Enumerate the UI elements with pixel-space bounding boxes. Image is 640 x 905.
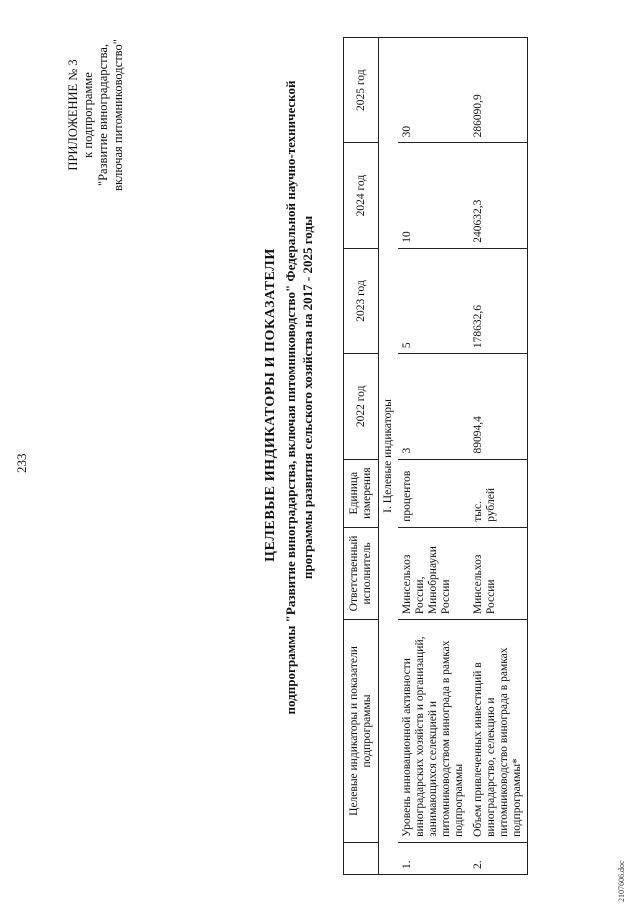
responsible: Минсельхоз России <box>469 527 528 619</box>
file-name-footer: 2107606.doc <box>617 860 626 902</box>
value-2023: 178632,6 <box>469 248 528 353</box>
value-2023: 5 <box>398 248 469 353</box>
value-2025: 30 <box>398 38 469 143</box>
appendix-line-1: ПРИЛОЖЕНИЕ № 3 <box>66 59 80 171</box>
unit: процентов <box>398 459 469 527</box>
section-title: I. Целевые индикаторы <box>379 38 399 875</box>
value-2022: 89094,4 <box>469 354 528 459</box>
indicator-name: Уровень инновационной активности виноградарских хозяйств и организаций, занимающихся селекцией и питомниководством винограда в рамках подпрограммы <box>398 620 469 843</box>
unit: тыс. рублей <box>469 459 528 527</box>
header-unit: Единица измерения <box>344 459 379 527</box>
value-2022: 3 <box>398 354 469 459</box>
header-no <box>344 842 379 874</box>
header-responsible: Ответственный исполнитель <box>344 527 379 619</box>
indicator-name: Объем привлеченных инвестиций в виноградарство, селекцию и питомниководство винограда в рамках подпрограммы* <box>469 620 528 843</box>
appendix-note <box>66 25 126 205</box>
table-header-row <box>344 38 379 875</box>
appendix-line-2: к подпрограмме <box>81 72 95 158</box>
header-2024: 2024 год <box>344 143 379 248</box>
table-row <box>398 38 469 875</box>
header-2025: 2025 год <box>344 38 379 143</box>
value-2024: 240632,3 <box>469 143 528 248</box>
value-2025: 286090,9 <box>469 38 528 143</box>
document-title: ЦЕЛЕВЫЕ ИНДИКАТОРЫ И ПОКАЗАТЕЛИ <box>263 248 278 562</box>
header-2022: 2022 год <box>344 354 379 459</box>
header-2023: 2023 год <box>344 248 379 353</box>
responsible: Минсельхоз России, Минобрнауки России <box>398 527 469 619</box>
header-indicator-name: Целевые индикаторы и показатели подпрограммы <box>344 620 379 843</box>
appendix-line-3: "Развитие виноградарства, <box>96 44 110 186</box>
value-2024: 10 <box>398 143 469 248</box>
section-row <box>379 38 399 875</box>
row-number: 1. <box>398 842 469 874</box>
subtitle-line-1: подпрограммы "Развитие виноградарства, включая питомниководство" Федеральной научно-технической <box>283 80 298 715</box>
appendix-line-4: включая питомниководство" <box>111 39 125 191</box>
row-number: 2. <box>469 842 528 874</box>
indicators-table <box>343 37 528 875</box>
page-number: 233 <box>14 453 29 473</box>
document-subtitle <box>282 30 316 765</box>
table-row <box>469 38 528 875</box>
subtitle-line-2: программы развития сельского хозяйства на 2017 - 2025 годы <box>300 215 315 580</box>
